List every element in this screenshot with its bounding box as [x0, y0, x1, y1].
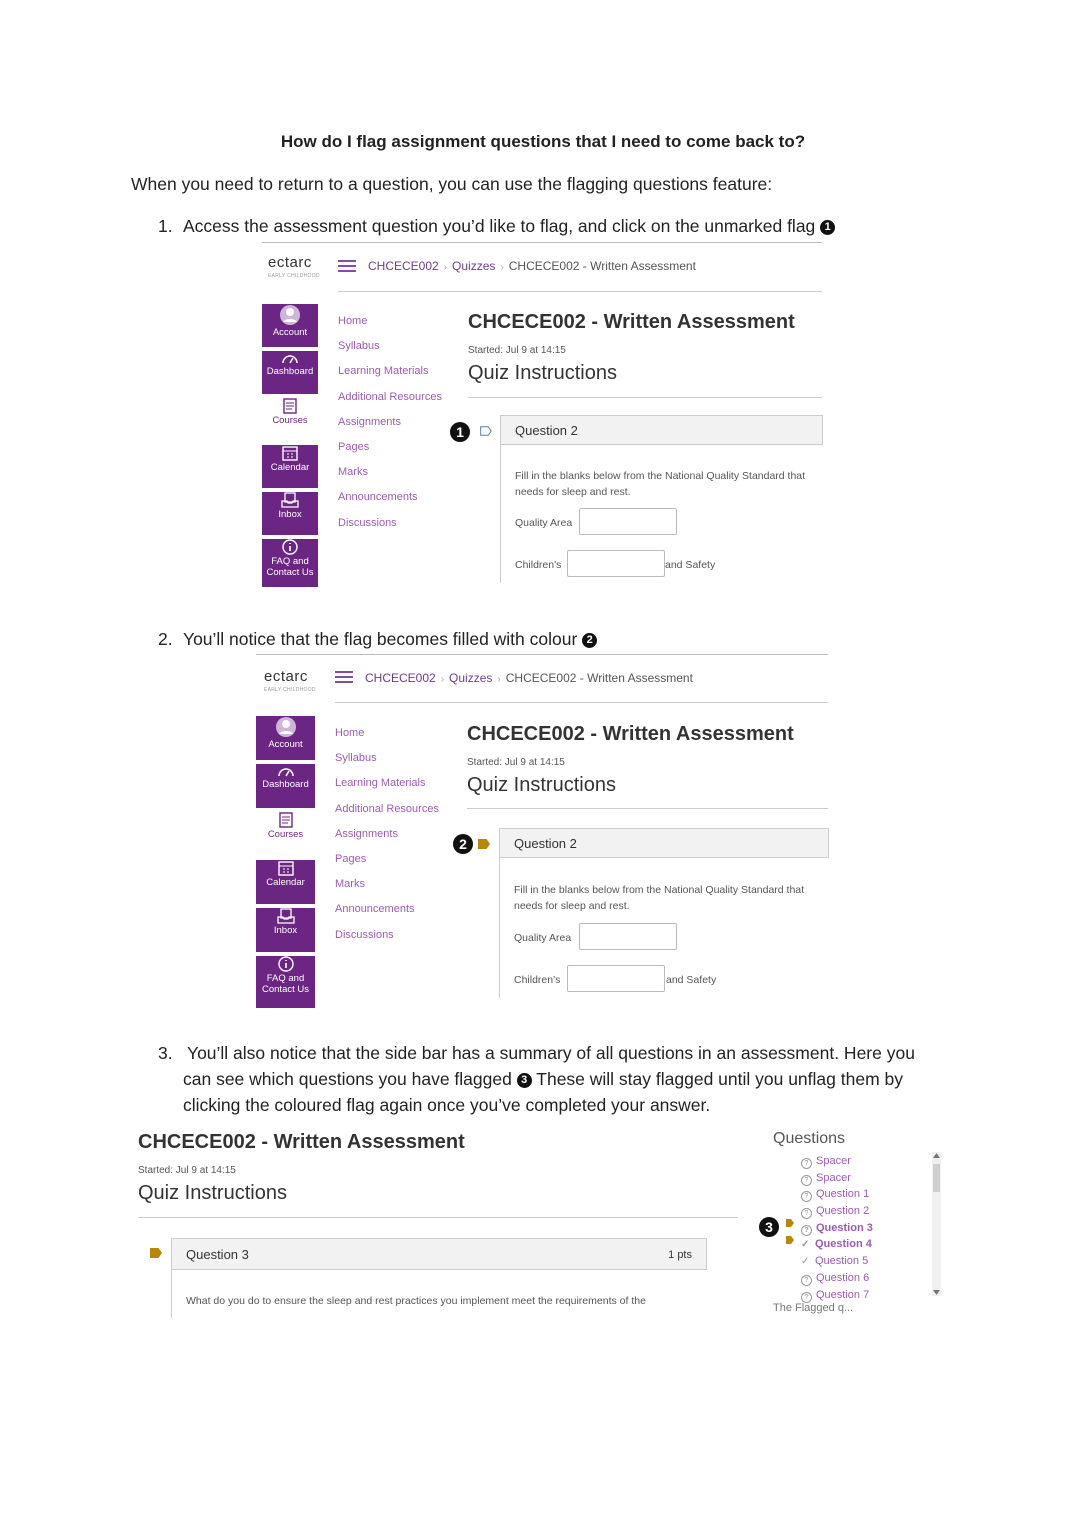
nav-inbox[interactable] — [256, 908, 315, 952]
info-icon — [278, 956, 294, 972]
scroll-down-arrow-icon[interactable] — [933, 1290, 940, 1295]
course-nav-pages[interactable]: Pages — [338, 440, 370, 453]
divider — [467, 808, 828, 809]
nav-faq[interactable] — [262, 539, 318, 587]
divider — [468, 397, 822, 398]
course-nav-home[interactable]: Home — [338, 315, 368, 327]
scrollbar-thumb[interactable] — [933, 1164, 940, 1192]
course-nav — [338, 313, 442, 540]
nav-label: Calendar — [266, 877, 305, 888]
scroll-up-arrow-icon[interactable] — [933, 1153, 940, 1158]
question-mark-icon: ? — [801, 1275, 812, 1286]
nav-courses[interactable] — [262, 398, 318, 441]
course-nav-learning-materials[interactable]: Learning Materials — [335, 777, 426, 790]
dashboard-icon — [277, 764, 295, 778]
step-1 — [158, 213, 958, 239]
question-link[interactable] — [801, 1270, 873, 1287]
quiz-instructions-heading: Quiz Instructions — [138, 1182, 287, 1204]
nav-label: Contact Us — [266, 567, 314, 578]
course-nav-home[interactable]: Home — [335, 727, 365, 739]
quiz-started: Started: Jul 9 at 14:15 — [468, 345, 566, 356]
marker-3: 3 — [517, 1073, 532, 1088]
intro-text: When you need to return to a question, you can use the flagging questions feature: — [131, 174, 773, 194]
question-mark-icon: ? — [801, 1158, 812, 1169]
blank-label: Children's — [515, 559, 562, 571]
course-nav-assignments[interactable]: Assignments — [335, 827, 398, 840]
question-link-label: Question 7 — [816, 1288, 870, 1301]
courses-icon — [283, 398, 297, 414]
nav-dashboard[interactable] — [256, 764, 315, 808]
breadcrumb-current: CHCECE002 - Written Assessment — [505, 671, 693, 685]
nav-faq[interactable] — [256, 956, 315, 1008]
question-link[interactable] — [801, 1170, 873, 1187]
ectarc-logo — [264, 668, 316, 693]
marker-1: 1 — [450, 422, 470, 442]
nav-account[interactable] — [256, 716, 315, 760]
global-nav — [256, 712, 315, 1008]
document-title: How do I flag assignment questions that I need to come back to? — [280, 132, 806, 151]
blank-input[interactable] — [579, 923, 677, 950]
calendar-icon — [282, 445, 298, 461]
quiz-instructions-heading: Quiz Instructions — [467, 774, 616, 796]
question-mark-icon: ? — [801, 1208, 812, 1219]
step-text: You’ll notice that the flag becomes filled with colour — [183, 629, 578, 649]
quiz-title: CHCECE002 - Written Assessment — [467, 723, 794, 745]
blank-label: Children's — [514, 974, 561, 986]
question-link[interactable] — [801, 1186, 873, 1203]
step-number: 2. — [158, 629, 173, 649]
question-header: Question 2 — [501, 415, 823, 445]
ectarc-logo — [268, 254, 320, 279]
nav-dashboard[interactable] — [262, 351, 318, 394]
breadcrumb-quizzes[interactable]: Quizzes — [449, 671, 493, 685]
dashboard-icon — [281, 351, 299, 365]
step-number: 1. — [158, 216, 173, 236]
nav-label: Calendar — [270, 462, 310, 473]
nav-courses[interactable] — [256, 812, 315, 856]
marker-2: 2 — [582, 633, 597, 648]
account-icon — [275, 716, 297, 738]
quiz-started: Started: Jul 9 at 14:15 — [138, 1165, 236, 1176]
question-header: Question 2 — [500, 828, 829, 858]
breadcrumb-course[interactable]: CHCECE002 — [368, 259, 439, 273]
nav-label: FAQ and — [266, 973, 305, 984]
blank-label: Quality Area — [514, 932, 572, 944]
checkmark-icon: ✓ — [801, 1256, 810, 1268]
global-nav — [262, 300, 318, 587]
question-link-flagged[interactable] — [801, 1236, 873, 1253]
quiz-started: Started: Jul 9 at 14:15 — [467, 757, 565, 768]
nav-label: Contact Us — [262, 984, 309, 995]
inbox-icon — [281, 492, 299, 508]
screenshot-unflagged — [262, 242, 824, 587]
courses-icon — [279, 812, 293, 828]
course-nav-learning-materials[interactable]: Learning Materials — [338, 365, 429, 378]
logo-word: ectarc — [268, 254, 312, 271]
course-nav-additional-resources[interactable]: Additional Resources — [338, 390, 442, 403]
divider — [262, 242, 822, 243]
quiz-title: CHCECE002 - Written Assessment — [138, 1131, 465, 1153]
questions-list — [801, 1153, 873, 1301]
checkmark-icon: ✓ — [801, 1239, 810, 1251]
question-mark-icon: ? — [801, 1292, 812, 1303]
breadcrumb-current: CHCECE002 - Written Assessment — [508, 259, 696, 273]
flag-outline-icon[interactable] — [480, 426, 492, 436]
course-nav-discussions[interactable]: Discussions — [338, 516, 397, 529]
flag-filled-icon[interactable] — [478, 839, 490, 849]
question-text-line: Fill in the blanks below from the National Quality Standard that — [515, 470, 806, 482]
step-number: 3. — [158, 1043, 173, 1063]
divider — [256, 654, 828, 655]
breadcrumb: CHCECE002 › Quizzes › CHCECE002 - Written Assessment — [365, 671, 693, 685]
nav-account[interactable] — [262, 304, 318, 347]
calendar-icon — [278, 860, 294, 876]
breadcrumb-quizzes[interactable]: Quizzes — [452, 259, 496, 273]
question-header-label: Question 3 — [186, 1247, 249, 1262]
course-nav-additional-resources[interactable]: Additional Resources — [335, 802, 439, 815]
questions-sidebar-heading: Questions — [773, 1130, 846, 1147]
course-nav-syllabus[interactable]: Syllabus — [338, 340, 380, 353]
question-link-label: Spacer — [816, 1155, 851, 1167]
course-nav-assignments[interactable]: Assignments — [338, 415, 401, 428]
question-link[interactable] — [801, 1287, 873, 1301]
info-icon — [282, 539, 298, 555]
step-text: clicking the coloured flag again once you’ve completed your answer. — [183, 1095, 711, 1115]
breadcrumb-course[interactable]: CHCECE002 — [365, 671, 436, 685]
nav-label: Dashboard — [262, 779, 309, 790]
nav-calendar[interactable] — [256, 860, 315, 904]
question-text: What do you do to ensure the sleep and rest practices you implement meet the requirements of the — [186, 1295, 646, 1307]
questions-scrollbar[interactable] — [932, 1152, 941, 1296]
flag-filled-icon[interactable] — [150, 1248, 162, 1258]
marker-3: 3 — [759, 1217, 779, 1237]
question-link-label: Question 2 — [816, 1205, 870, 1218]
blank-label: Quality Area — [515, 517, 573, 529]
step-text: These will stay flagged until you unflag them by — [536, 1069, 903, 1089]
course-nav-discussions[interactable]: Discussions — [335, 928, 394, 941]
question-text-line: needs for sleep and rest. — [514, 900, 630, 912]
divider — [335, 702, 828, 703]
nav-label: Inbox — [273, 925, 298, 936]
question-link-flagged[interactable] — [801, 1220, 873, 1237]
question-card — [499, 828, 829, 998]
question-card — [500, 415, 823, 583]
logo-word: ectarc — [264, 668, 308, 685]
nav-label: Courses — [267, 829, 304, 840]
course-nav-announcements[interactable]: Announcements — [338, 491, 418, 504]
question-link[interactable] — [801, 1203, 873, 1220]
question-link-label: Question 6 — [816, 1271, 870, 1284]
nav-label: Inbox — [278, 509, 302, 520]
logo-subtitle: EARLY CHILDHOOD — [264, 687, 316, 693]
question-link-label: Spacer — [816, 1171, 851, 1184]
course-nav-pages[interactable]: Pages — [335, 852, 367, 865]
blank-label: and Safety — [666, 974, 717, 986]
screenshot-flagged — [256, 654, 830, 999]
nav-label: Account — [268, 739, 303, 750]
hamburger-menu-icon[interactable] — [338, 260, 356, 272]
quiz-instructions-heading: Quiz Instructions — [468, 362, 617, 384]
nav-label: Dashboard — [266, 366, 314, 377]
question-points: 1 pts — [668, 1249, 692, 1261]
question-link-label: Question 5 — [815, 1255, 869, 1268]
question-header — [172, 1238, 707, 1270]
question-text-line: needs for sleep and rest. — [515, 486, 631, 498]
nav-calendar[interactable] — [262, 445, 318, 488]
flag-filled-icon — [786, 1236, 794, 1244]
question-mark-icon: ? — [801, 1191, 812, 1202]
course-nav-announcements[interactable]: Announcements — [335, 903, 415, 916]
hamburger-menu-icon[interactable] — [335, 671, 353, 683]
logo-subtitle: EARLY CHILDHOOD — [268, 273, 320, 279]
blank-input[interactable] — [579, 508, 677, 535]
account-icon — [279, 304, 301, 326]
question-text — [514, 882, 804, 914]
question-link-label: Question 3 — [816, 1221, 873, 1234]
quiz-title: CHCECE002 - Written Assessment — [468, 311, 795, 333]
question-card — [171, 1238, 707, 1318]
bottom-text-fragment: The Flagged q... — [773, 1302, 854, 1314]
step-3 — [158, 1040, 978, 1120]
question-text-line: Fill in the blanks below from the National Quality Standard that — [514, 884, 805, 896]
nav-inbox[interactable] — [262, 492, 318, 535]
step-text: Access the assessment question you’d like to flag, and click on the unmarked flag — [183, 216, 816, 236]
blank-label: and Safety — [665, 559, 716, 571]
course-nav-syllabus[interactable]: Syllabus — [335, 752, 377, 765]
inbox-icon — [277, 908, 295, 924]
marker-1: 1 — [820, 220, 835, 235]
question-link-label: Question 4 — [815, 1238, 872, 1251]
question-link[interactable] — [801, 1253, 873, 1270]
nav-label: Courses — [272, 415, 308, 426]
question-text — [515, 468, 805, 500]
question-link[interactable] — [801, 1153, 873, 1170]
nav-label: FAQ and — [271, 556, 309, 567]
blank-input[interactable] — [567, 965, 665, 992]
course-nav-marks[interactable]: Marks — [338, 466, 368, 479]
course-nav — [335, 725, 439, 952]
question-mark-icon: ? — [801, 1175, 812, 1186]
blank-input[interactable] — [567, 550, 665, 577]
course-nav-marks[interactable]: Marks — [335, 878, 365, 891]
nav-label: Account — [272, 327, 308, 338]
divider — [138, 1217, 738, 1218]
marker-2: 2 — [453, 834, 473, 854]
breadcrumb: CHCECE002 › Quizzes › CHCECE002 - Written Assessment — [368, 259, 696, 273]
screenshot-question-summary — [136, 1126, 948, 1312]
step-text: You’ll also notice that the side bar has a summary of all questions in an assessment. Here you — [187, 1043, 915, 1063]
flag-filled-icon — [786, 1219, 794, 1227]
step-text: can see which questions you have flagged — [183, 1069, 512, 1089]
divider — [338, 291, 822, 292]
question-mark-icon: ? — [801, 1225, 812, 1236]
question-link-label: Question 1 — [816, 1188, 870, 1201]
step-2 — [158, 626, 958, 652]
